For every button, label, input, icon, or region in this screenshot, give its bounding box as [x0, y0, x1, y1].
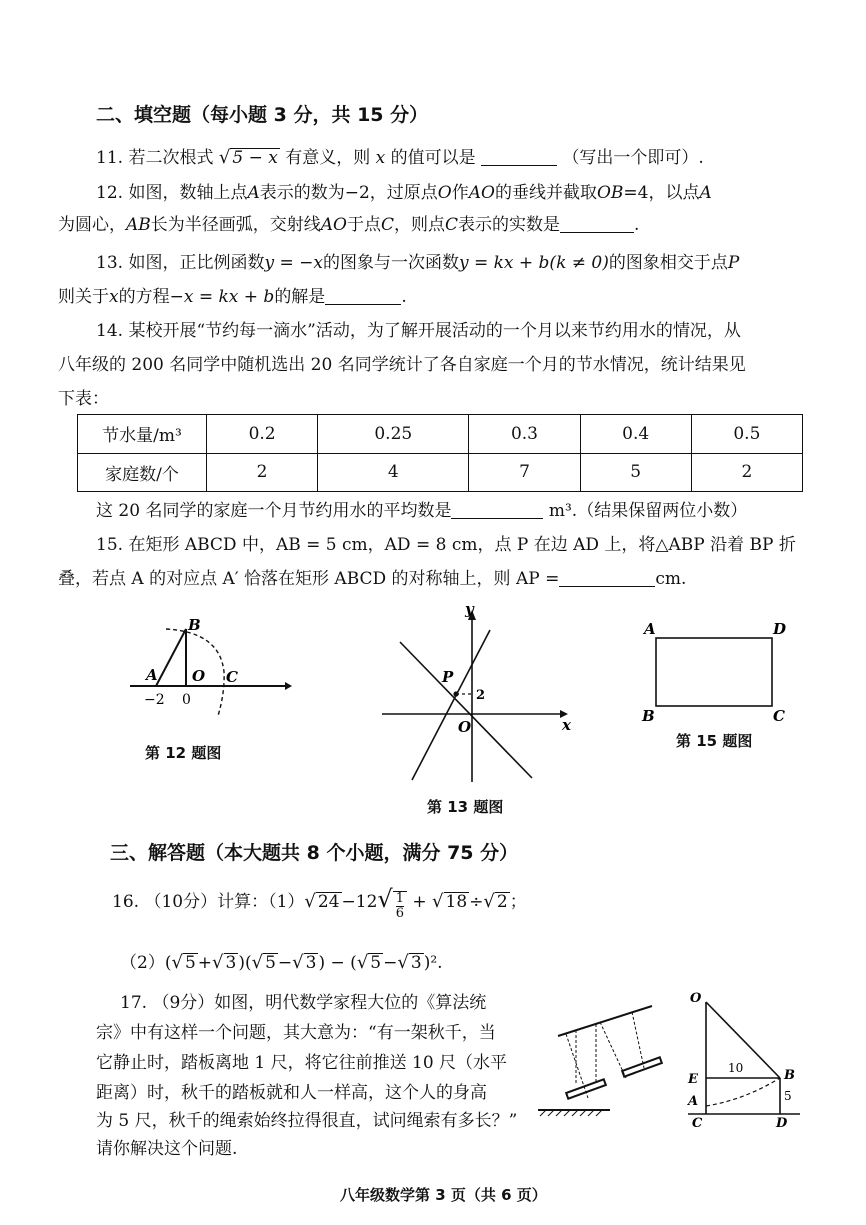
page-footer: 八年级数学第 3 页（共 6 页） [340, 1186, 547, 1204]
label-C: C [692, 1116, 703, 1131]
table-cell: 5 [580, 453, 691, 492]
radical-sign-icon: √ [356, 952, 369, 973]
q14-text: 这 20 名同学的家庭一个月节约用水的平均数是 [96, 501, 452, 521]
q12-text: 为圆心， [58, 215, 126, 235]
q16-op: ÷ [469, 892, 484, 912]
fraction-numerator: 1 [395, 891, 404, 906]
radical-sign-icon: √ [171, 952, 183, 973]
question-16-part-1 [112, 885, 527, 921]
q16-op: ( [164, 953, 172, 973]
fraction-denominator: 6 [395, 906, 404, 921]
q12-text: =4，以点 [623, 183, 700, 203]
q16-fraction [393, 891, 407, 921]
label-A: A [688, 1094, 699, 1109]
q13-var: x [109, 287, 119, 307]
table-header-cell: 节水量/m³ [78, 415, 207, 454]
table-header-cell: 家庭数/个 [78, 453, 207, 492]
label-A: A [146, 666, 158, 684]
table-row [78, 453, 803, 492]
radical-sign-icon: √ [212, 952, 224, 973]
q16-op: ) − ( [318, 953, 357, 973]
table-row [78, 415, 803, 454]
question-14-line-1: 14. 某校开展“节约每一滴水”活动，为了解开展活动的一个月以来节约用水的情况，从 [96, 321, 741, 341]
q13-text: 的图象与一次函数 [322, 253, 459, 273]
q13-text: 的图象相交于点 [608, 253, 728, 273]
radical-sign-icon: √ [483, 891, 495, 912]
figure-15 [636, 616, 796, 726]
q16-op: ； [509, 892, 527, 912]
q13-var: P [727, 253, 740, 273]
answer-blank[interactable] [559, 568, 655, 587]
radical-sign-icon: √ [251, 952, 264, 973]
radical-sign-icon: √ [377, 885, 393, 913]
axis-label-y: y [465, 602, 474, 618]
q16-radicand: 3 [410, 953, 422, 973]
radical-sign-icon: √ [432, 891, 444, 912]
label-O: O [192, 667, 206, 685]
question-17-line-3: 它静止时，踏板离地 1 尺，将它往前推送 10 尺（水平 [96, 1053, 508, 1073]
label-B: B [784, 1068, 795, 1083]
question-13-line-1 [96, 252, 739, 274]
table-cell: 0.3 [469, 415, 580, 454]
q16-radicand: 18 [445, 892, 468, 912]
q11-post: 的值可以是 [390, 148, 476, 168]
q16-radicand: 24 [317, 892, 340, 912]
q16-op: )². [423, 953, 443, 973]
q12-var: C [381, 215, 395, 235]
question-12-line-2 [58, 214, 639, 236]
q16-op: )( [238, 953, 252, 973]
figure-13-caption: 第 13 题图 [427, 798, 504, 816]
table-cell: 0.4 [580, 415, 691, 454]
q12-text: 的垂线并截取 [494, 183, 597, 203]
label-P: P [442, 668, 454, 686]
figure-12 [120, 612, 300, 722]
q15-text: 叠，若点 A 的对应点 A′ 恰落在矩形 ABCD 的对称轴上，则 AP = [58, 569, 560, 589]
answer-blank[interactable] [481, 147, 557, 166]
table-cell: 2 [207, 453, 318, 492]
q16-op: + [412, 892, 427, 912]
q11-radicand: 5 − x [232, 148, 278, 168]
length-10: 10 [728, 1061, 744, 1075]
radical-sign-icon: √ [218, 147, 231, 168]
question-17-line-5: 为 5 尺，秋千的绳索始终拉得很直，试问绳索有多长？” [96, 1111, 518, 1131]
answer-blank[interactable] [325, 286, 401, 305]
radical-sign-icon: √ [397, 952, 409, 973]
q12-text: 于点 [347, 215, 381, 235]
question-17-line-4: 距离）时，秋千的踏板就和人一样高，这个人的身高 [96, 1083, 487, 1103]
q11-var: x [375, 148, 386, 168]
table-cell: 0.25 [318, 415, 469, 454]
q16-radicand: 5 [184, 953, 196, 973]
q13-formula: y = kx + b(k ≠ 0) [458, 253, 609, 273]
question-17-line-6: 请你解决这个问题. [96, 1139, 238, 1159]
q12-var: A [247, 183, 260, 203]
figure-17 [684, 988, 804, 1138]
label-E: E [688, 1072, 698, 1087]
table-cell: 4 [318, 453, 469, 492]
q12-var: AB [126, 215, 151, 235]
radical-sign-icon: √ [304, 891, 316, 912]
section-title-solutions: 三、解答题（本大题共 8 个小题，满分 75 分） [110, 842, 519, 864]
q11-pre: 11. 若二次根式 [96, 148, 214, 168]
q12-text: 表示的数为−2，过原点 [259, 183, 438, 203]
q12-var: O [437, 183, 452, 203]
question-17-line-1: 17. （9分）如图，明代数学家程大位的《算法统 [120, 993, 487, 1013]
q15-text: cm. [655, 569, 687, 589]
q12-var: AO [468, 183, 495, 203]
q12-text: 12. 如图，数轴上点 [96, 183, 248, 203]
q13-formula: y = −x [264, 253, 323, 273]
figure-15-caption: 第 15 题图 [676, 732, 753, 750]
table-cell: 7 [469, 453, 580, 492]
q16-radicand: 3 [305, 953, 317, 973]
q13-formula: −x = kx + b [169, 287, 275, 307]
label-O: O [458, 718, 472, 736]
section-title-fill-in: 二、填空题（每小题 3 分，共 15 分） [96, 104, 429, 126]
table-cell: 2 [691, 453, 802, 492]
swing-illustration [536, 1000, 676, 1118]
answer-blank[interactable] [451, 500, 543, 519]
label-D: D [773, 620, 787, 638]
tick-label-neg2: −2 [144, 692, 165, 708]
q16-op: − [383, 953, 398, 973]
question-11 [96, 147, 704, 169]
q14-text: m³.（结果保留两位小数） [548, 501, 748, 521]
q16-op: + [197, 953, 213, 973]
q13-text: 的解是 [274, 287, 326, 307]
question-14-line-2: 八年级的 200 名同学中随机选出 20 名同学统计了各自家庭一个月的节水情况，统计结果见 [58, 355, 746, 375]
question-12-line-1 [96, 182, 712, 204]
q12-var: A [699, 183, 712, 203]
label-D: D [776, 1116, 788, 1131]
question-14-line-3: 下表： [58, 389, 109, 409]
q13-text: 13. 如图，正比例函数 [96, 253, 265, 273]
tick-label-0: 0 [182, 692, 191, 708]
question-13-line-2 [58, 286, 407, 308]
q16-radicand: 3 [225, 953, 237, 973]
q12-var: OB [596, 183, 624, 203]
q16-label: （2） [120, 953, 165, 973]
q16-radicand: 2 [496, 892, 508, 912]
q11-mid: 有意义，则 [285, 148, 371, 168]
axis-label-x: x [562, 716, 571, 734]
table-cell: 0.2 [207, 415, 318, 454]
figure-12-caption: 第 12 题图 [145, 744, 222, 762]
q12-text: 长为半径画弧，交射线 [150, 215, 321, 235]
q12-var: C [445, 215, 459, 235]
q12-text: . [634, 215, 640, 235]
figure-13 [372, 602, 582, 787]
label-B: B [642, 707, 655, 725]
label-C: C [773, 707, 785, 725]
q16-label: 16. （10分）计算：（1） [112, 892, 305, 912]
label-B: B [188, 616, 201, 634]
label-C: C [226, 668, 238, 686]
table-cell: 0.5 [691, 415, 802, 454]
question-16-part-2 [120, 952, 443, 974]
answer-blank[interactable] [560, 214, 634, 233]
question-17-line-2: 宗》中有这样一个问题，其大意为：“有一架秋千，当 [96, 1023, 496, 1043]
q16-radicand: 5 [265, 953, 276, 973]
q12-text: 作 [451, 183, 469, 203]
water-saving-table [77, 414, 803, 492]
length-5: 5 [784, 1089, 792, 1103]
q11-hint: （写出一个即可）. [562, 148, 704, 168]
q13-text: 则关于 [58, 287, 109, 307]
q16-radicand: 5 [370, 953, 382, 973]
label-2: 2 [476, 688, 486, 703]
q12-var: AO [320, 215, 347, 235]
question-14-after [96, 500, 747, 522]
q16-term: −12 [341, 892, 378, 912]
q16-op: − [277, 953, 293, 973]
question-15-line-2 [58, 568, 686, 590]
q12-text: ，则点 [394, 215, 446, 235]
q13-text: 的方程 [118, 287, 170, 307]
question-15-line-1: 15. 在矩形 ABCD 中，AB = 5 cm，AD = 8 cm，点 P 在边 AD 上，将△ABP 沿着 BP 折 [96, 535, 796, 555]
label-O: O [690, 991, 702, 1006]
q12-text: 表示的实数是 [458, 215, 561, 235]
radical-sign-icon: √ [292, 952, 304, 973]
q13-text: . [401, 287, 407, 307]
label-A: A [644, 620, 656, 638]
